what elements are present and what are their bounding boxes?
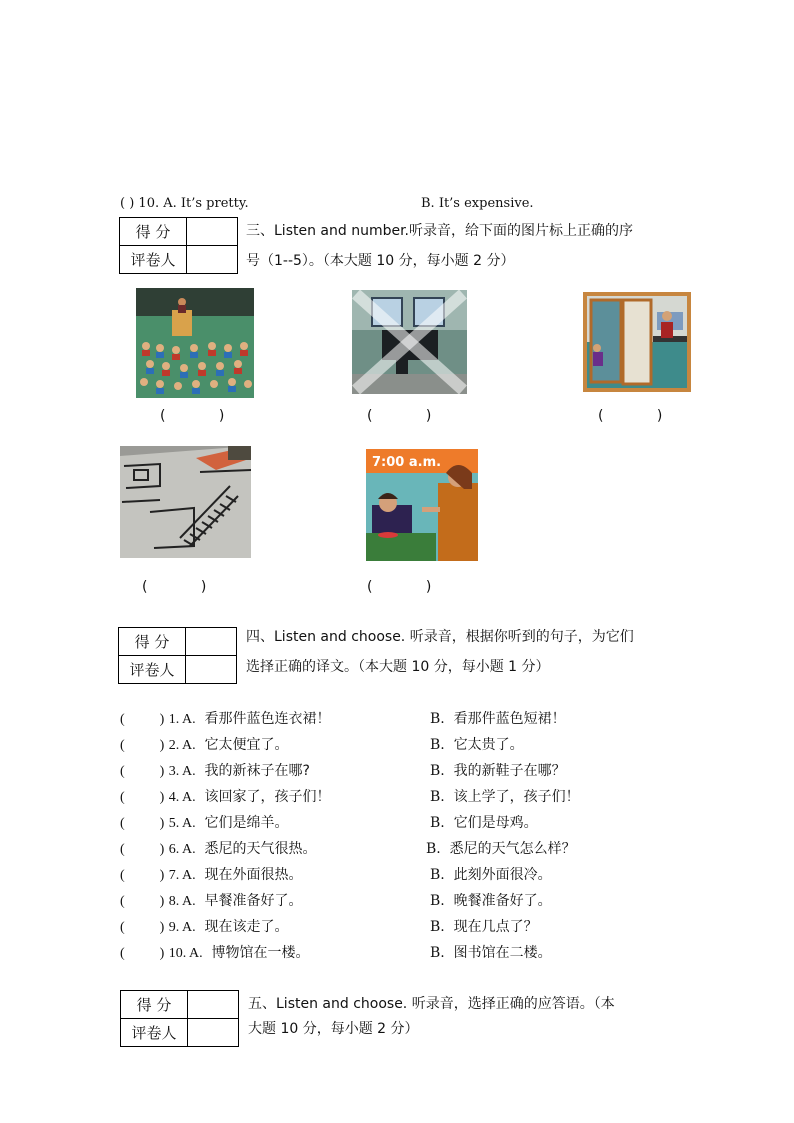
section5-title-line2: 大题 10 分，每小题 2 分） [248,1021,419,1037]
list-item: ( ) 4. A. 该回家了，孩子们！ [120,789,331,805]
section4-title-line1: 四、Listen and choose. 听录音，根据你听到的句子，为它们 [246,629,634,645]
score-label: 得 分 [119,628,186,656]
list-item: ( ) 9. A. 现在该走了。 [120,919,289,935]
score-box-section3 [119,217,238,274]
section3-title-line2: 号（1--5）。（本大题 10 分，每小题 2 分） [246,253,515,269]
section5-title-line1: 五、Listen and choose. 听录音，选择正确的应答语。（本 [248,996,615,1012]
list-item: ( ) 6. A. 悉尼的天气很热。 [120,841,317,857]
reviewer-label: 评卷人 [121,1019,188,1047]
reviewer-cell[interactable] [187,246,238,274]
option-a: 10. A. It’s pretty. [138,196,249,211]
answer-paren-2[interactable]: ( ) [367,408,432,424]
breakfast-picture [366,449,478,561]
reviewer-cell[interactable] [188,1019,239,1047]
section3-title [246,216,633,276]
score-cell[interactable] [187,218,238,246]
section4-title-line2: 选择正确的译文。（本大题 10 分，每小题 1 分） [246,659,550,675]
score-label: 得 分 [121,991,188,1019]
score-cell[interactable] [186,628,237,656]
stairs-map-picture [120,446,251,558]
option-b: B. It’s expensive. [421,196,534,211]
list-item: ( ) 5. A. 它们是绵羊。 [120,815,289,831]
reviewer-cell[interactable] [186,656,237,684]
option-b: B. 我的新鞋子在哪？ [430,763,566,779]
score-label: 得 分 [120,218,187,246]
option-b: B. 图书馆在二楼。 [430,945,552,961]
answer-paren-5[interactable]: ( ) [367,579,432,595]
top-question-10 [120,196,249,211]
option-b: B. 晚餐准备好了。 [430,893,552,909]
crossed-out-gym-picture [352,290,467,394]
list-item: ( ) 8. A. 早餐准备好了。 [120,893,303,909]
school-assembly-picture [136,288,254,398]
option-b: B. 它太贵了。 [430,737,524,753]
score-box-section4 [118,627,237,684]
option-b: B. 此刻外面很冷。 [430,867,552,883]
list-item: ( ) 2. A. 它太便宜了。 [120,737,289,753]
computer-room-picture [583,292,691,392]
option-b: B. 它们是母鸡。 [430,815,538,831]
answer-paren: ( ) [120,196,135,211]
list-item: ( ) 3. A. 我的新袜子在哪? [120,763,310,779]
list-item: ( ) 10. A. 博物馆在一楼。 [120,945,310,961]
section4-title [246,622,634,682]
list-item: ( ) 1. A. 看那件蓝色连衣裙！ [120,711,331,727]
list-item: ( ) 7. A. 现在外面很热。 [120,867,303,883]
reviewer-label: 评卷人 [120,246,187,274]
answer-paren-4[interactable]: ( ) [142,579,207,595]
answer-paren-1[interactable]: ( ) [160,408,225,424]
reviewer-label: 评卷人 [119,656,186,684]
option-b: B. 该上学了，孩子们！ [430,789,580,805]
section3-title-line1: 三、Listen and number.听录音，给下面的图片标上正确的序 [246,223,634,239]
option-b: B. 现在几点了？ [430,919,538,935]
score-box-section5 [120,990,239,1047]
section5-title [248,992,615,1042]
option-b: B. 悉尼的天气怎么样？ [426,841,576,857]
score-cell[interactable] [188,991,239,1019]
time-label: 7:00 a.m. [372,455,442,470]
option-b: B. 看那件蓝色短裙！ [430,711,566,727]
answer-paren-3[interactable]: ( ) [598,408,663,424]
